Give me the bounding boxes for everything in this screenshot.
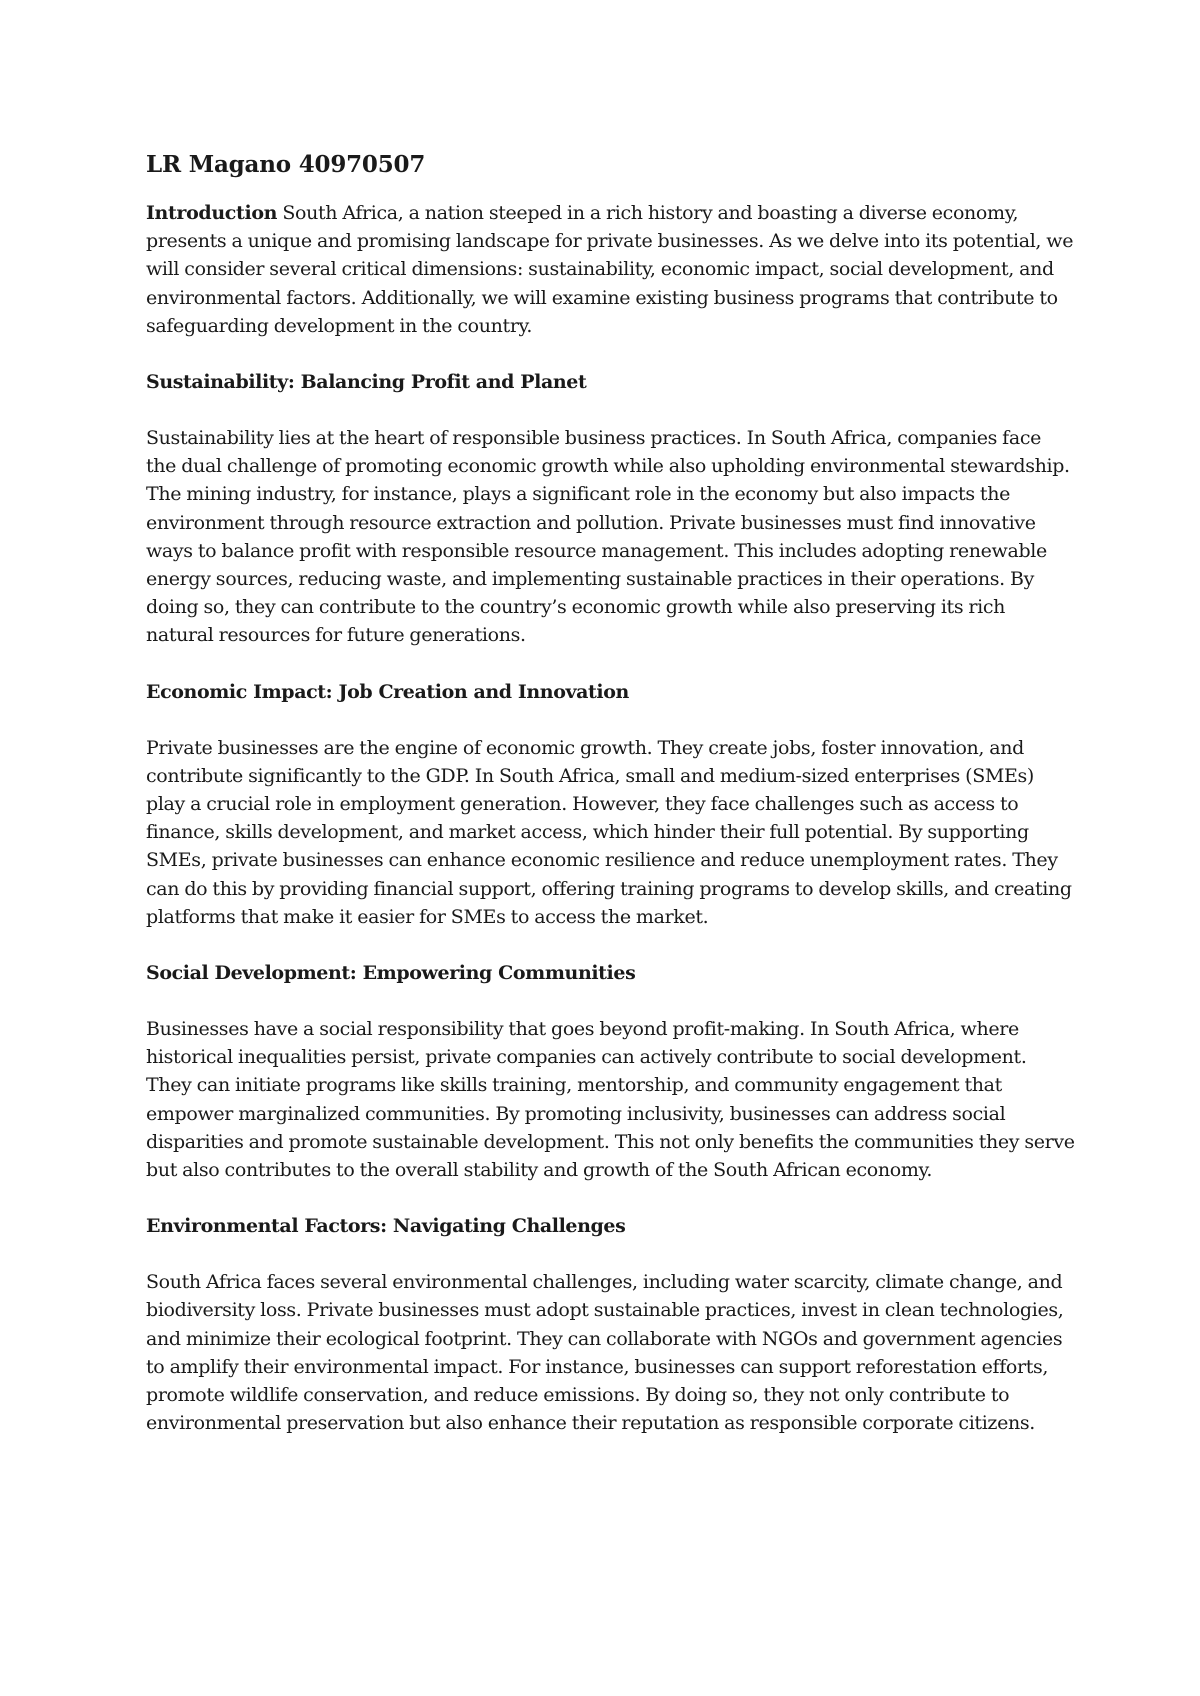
document-body — [146, 148, 1076, 1438]
spacer — [146, 987, 1076, 1015]
spacer — [146, 340, 1076, 368]
intro-heading: Introduction — [146, 202, 278, 224]
spacer — [146, 931, 1076, 959]
section-text-social-development: Businesses have a social responsibility that goes beyond profit-making. In South Africa, where historical inequalities persist, private companies can actively contribute to social development. They can initiate programs like skills training, mentorship, and community engagement that empower marginalized communities. By promoting inclusivity, businesses can address social disparities and promote sustainable development. This not only benefits the communities they serve but also contributes to the overall stability and growth of the South African economy. — [146, 1018, 1075, 1182]
section-heading-sustainability: Sustainability: Balancing Profit and Planet — [146, 371, 587, 394]
section-heading-economic-impact: Economic Impact: Job Creation and Innovation — [146, 680, 629, 703]
spacer — [146, 1184, 1076, 1212]
spacer — [146, 1240, 1076, 1268]
section-text-economic-impact: Private businesses are the engine of economic growth. They create jobs, foster innovation, and contribute significantly to the GDP. In South Africa, small and medium-sized enterprises (SMEs) play a crucial role in employment generation. However, they face challenges such as access to finance, skills development, and market access, which hinder their full potential. By supporting SMEs, private businesses can enhance economic resilience and reduce unemployment rates. They can do this by providing financial support, offering training programs to develop skills, and creating platforms that make it easier for SMEs to access the market. — [146, 736, 1072, 928]
spacer — [146, 650, 1076, 678]
section-text-sustainability: Sustainability lies at the heart of responsible business practices. In South Africa, companies face the dual challenge of promoting economic growth while also upholding environmental stewardship. The mining industry, for instance, plays a significant role in the economy but also impacts the environment through resource extraction and pollution. Private businesses must find innovative ways to balance profit with responsible resource management. This includes adopting renewable energy sources, reducing waste, and implementing sustainable practices in their operations. By doing so, they can contribute to the country’s economic growth while also preserving its rich natural resources for future generations. — [146, 427, 1070, 647]
spacer — [146, 396, 1076, 424]
section-text-environmental-factors: South Africa faces several environmental challenges, including water scarcity, climate change, and biodiversity loss. Private businesses must adopt sustainable practices, invest in clean technologies, and minimize their ecological footprint. They can collaborate with NGOs and government agencies to amplify their environmental impact. For instance, businesses can support reforestation efforts, promote wildlife conservation, and reduce emissions. By doing so, they not only contribute to environmental preservation but also enhance their reputation as responsible corporate citizens. — [146, 1271, 1064, 1435]
section-heading-environmental-factors: Environmental Factors: Navigating Challenges — [146, 1215, 626, 1238]
section-heading-social-development: Social Development: Empowering Communities — [146, 962, 636, 985]
document-title: LR Magano 40970507 — [146, 151, 426, 178]
intro-text: South Africa, a nation steeped in a rich history and boasting a diverse economy, presents a unique and promising landscape for private businesses. As we delve into its potential, we will consider several critical dimensions: sustainability, economic impact, social development, and environmental factors. Additionally, we will examine existing business programs that contribute to safeguarding development in the country. — [146, 202, 1074, 337]
spacer — [146, 706, 1076, 734]
intro-paragraph — [146, 199, 1076, 340]
